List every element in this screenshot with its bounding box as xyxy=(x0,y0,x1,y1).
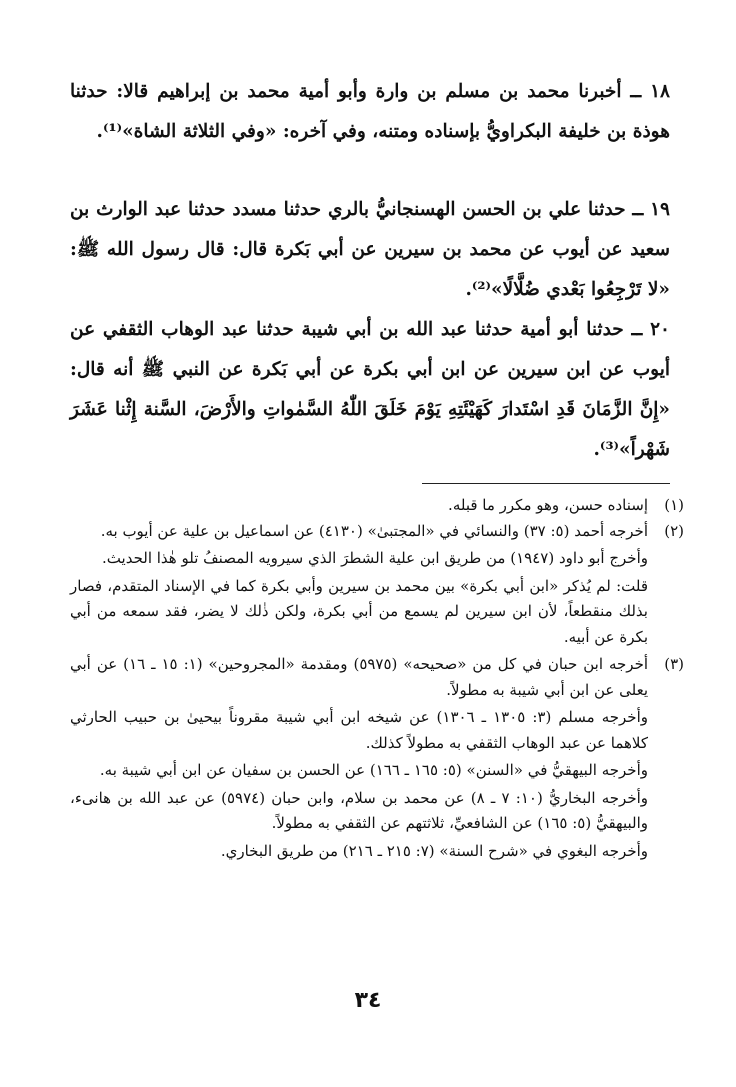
footnote-1-number: (١) xyxy=(664,496,684,514)
footnote-3-para-a: أخرجه ابن حبان في كل من «صحيحه» (٥٩٧٥) ومقدمة «المجروحين» (١: ١٥ ـ ١٦) عن أبي يعلى عن ابن أبي شيبة به مطولاً. xyxy=(70,655,649,699)
page-number: ٣٤ xyxy=(354,988,382,1013)
footnote-3-para-e: وأخرجه البغوي في «شرح السنة» (٧: ٢١٥ ـ ٢١٦) من طريق البخاري. xyxy=(220,841,648,860)
footnote-2-para-b: وأخرج أبو داود (١٩٤٧) من طريق ابن علية الشطرَ الذي سيرويه المصنفُ تلو هٰذا الحديث. xyxy=(102,549,648,567)
footnote-separator xyxy=(422,483,670,484)
footnote-3-number: (٣) xyxy=(664,655,684,673)
hadith-19 xyxy=(70,190,670,310)
footnote-3 xyxy=(70,652,684,866)
hadith-19-text: ١٩ ــ حدثنا علي بن الحسن الهسنجانيُّ بالري حدثنا مسدد حدثنا عبد الوارث بن سعيد عن أيوب عن محمد بن سيرين عن أبي بَكرة قال: قال رسول الله ﷺ: «لا تَرْجِعُوا بَعْدي ضُلَّالًا»⁽²⁾. xyxy=(70,199,670,300)
footnote-1-text: إسناده حسن، وهو مكرر ما قبله. xyxy=(448,496,648,514)
footnote-2-para-c: قلت: لم يُذكر «ابن أبي بكرة» بين محمد بن سيرين وأبي بكرة كما في الإسناد المتقدم، فصار بذلك منقطعاً، لأن ابن سيرين لم يسمع من أبي بكرة، ولكن ذٰلك لا يضر، فقد سمعه من أبي بكرة عن أبيه. xyxy=(70,576,648,646)
footnote-2-para-a: أخرجه أحمد (٥: ٣٧) والنسائي في «المجتبىٰ» (٤١٣٠) عن اسماعيل بن علية عن أيوب به. xyxy=(100,521,648,540)
hadith-20 xyxy=(70,310,670,470)
footnotes xyxy=(70,493,684,866)
hadith-20-text: ٢٠ ــ حدثنا أبو أمية حدثنا عبد الله بن أبي شيبة حدثنا عبد الوهاب الثقفي عن أيوب عن ابن سيرين عن ابن أبي بكرة عن أبي بَكرة عن النبي ﷺ أنه قال: «إِنَّ الزَّمَانَ قَدِ اسْتَدارَ كَهَيْئَتِهِ يَوْمَ خَلَقَ اللّٰهُ السَّمٰواتِ والأَرْضَ، السَّنة إِثْنا عَشَرَ شَهْراً»⁽³⁾. xyxy=(70,319,670,460)
footnote-1 xyxy=(70,493,684,519)
hadith-18-text: ١٨ ــ أخبرنا محمد بن مسلم بن وارة وأبو أمية محمد بن إبراهيم قالا: حدثنا هوذة بن خليفة البكراويُّ بإسناده ومتنه، وفي آخره: «وفي الثلاثة الشاة»⁽¹⁾. xyxy=(70,81,670,142)
footnote-3-para-c: وأخرجه البيهقيُّ في «السنن» (٥: ١٦٥ ـ ١٦٦) عن الحسن بن سفيان عن ابن أبي شيبة به. xyxy=(99,761,648,779)
hadith-18 xyxy=(70,72,670,152)
footnote-2-number: (٢) xyxy=(664,521,684,540)
footnote-2 xyxy=(70,519,684,653)
footnote-3-para-b: وأخرجه مسلم (٣: ١٣٠٥ ـ ١٣٠٦) عن شيخه ابن أبي شيبة مقروناً بيحيىٰ بن حبيب الحارثي كلاهما عن عبد الوهاب الثقفي به مطولاً كذلك. xyxy=(70,708,648,752)
footnote-3-para-d: وأخرجه البخاريُّ (١٠: ٧ ـ ٨) عن محمد بن سلام، وابن حبان (٥٩٧٤) عن عبد الله بن هانىء، والبيهقيُّ (٥: ١٦٥) عن الشافعيِّ، ثلاثتهم عن الثقفي به مطولاً. xyxy=(70,788,649,832)
